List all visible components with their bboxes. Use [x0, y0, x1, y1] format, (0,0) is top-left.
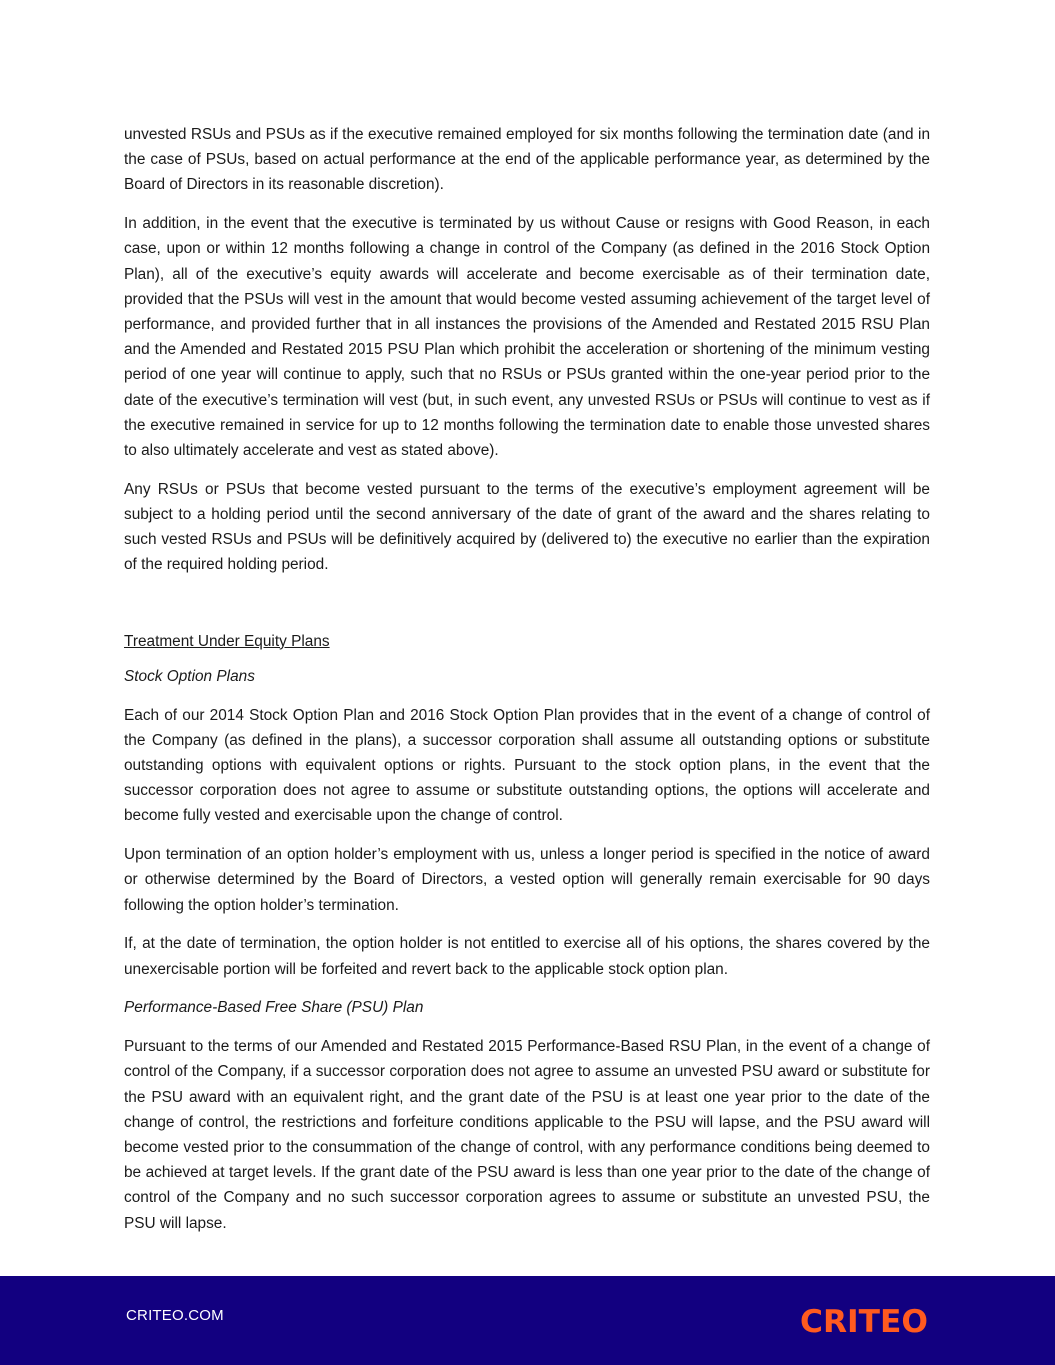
criteo-logo — [800, 1304, 930, 1336]
paragraph-change-in-control: In addition, in the event that the executive is terminated by us without Cause or resigns with Good Reason, in each case, upon or within 12 months following a change in control of the Company (as defined in the 2016 Stock Option Plan), all of the executive’s equity awards will accelerate and become exercisable as of their termination date, provided that the PSUs will vest in the amount that would become vested assuming achievement of the target level of performance, and provided further that in all instances the provisions of the Amended and Restated 2015 RSU Plan and the Amended and Restated 2015 PSU Plan which prohibit the acceleration or shortening of the minimum vesting period of one year will continue to apply, such that no RSUs or PSUs granted within the one-year period prior to the date of the executive’s termination will vest (but, in such event, any unvested RSUs or PSUs will continue to vest as if the executive remained in service for up to 12 months following the termination date to enable those unvested shares to also ultimately accelerate and vest as stated above). — [124, 215, 930, 460]
subheading-psu-plan: Performance-Based Free Share (PSU) Plan — [124, 999, 424, 1017]
paragraph-holding-period: Any RSUs or PSUs that become vested pursuant to the terms of the executive’s employment agreement will be subject to a holding period until the second anniversary of the date of grant of the award and the shares relating to such vested RSUs and PSUs will be definitively acquired by (delivered to) the executive no earlier than the expiration of the required holding period. — [124, 480, 930, 574]
paragraph-stock-option-forfeiture: If, at the date of termination, the option holder is not entitled to exercise all of his options, the shares covered by the unexercisable portion will be forfeited and revert back to the applicable stock option plan. — [124, 935, 930, 978]
paragraph-executive-rsu-psu: unvested RSUs and PSUs as if the executive remained employed for six months following the termination date (and in the case of PSUs, based on actual performance at the end of the applicable performance year, as determined by the Board of Directors in its reasonable discretion). — [124, 126, 930, 194]
page-footer — [0, 1276, 1055, 1365]
subheading-stock-option-plans: Stock Option Plans — [124, 667, 255, 685]
criteo-logo-text: CRITEO — [800, 1304, 928, 1336]
paragraph-stock-option-termination: Upon termination of an option holder’s employment with us, unless a longer period is specified in the notice of award or otherwise determined by the Board of Directors, a vested option will generally remain exercisable for 90 days following the option holder’s termination. — [124, 846, 930, 914]
footer-website-link[interactable]: CRITEO.COM — [126, 1307, 224, 1324]
document-body — [124, 122, 930, 1249]
paragraph-psu-plan: Pursuant to the terms of our Amended and Restated 2015 Performance-Based RSU Plan, in the event of a change of control of the Company, if a successor corporation does not agree to assume an unvested PSU award or substitute for the PSU award with an equivalent right, and the grant date of the PSU is at least one year prior to the date of the change of control, the restrictions and forfeiture conditions applicable to the PSU will lapse, and the PSU award will become vested prior to the consummation of the change of control, with any performance conditions being deemed to be achieved at target levels. If the grant date of the PSU award is less than one year prior to the date of the change of control of the Company and no such successor corporation agrees to assume or substitute an unvested PSU, the PSU will lapse. — [124, 1038, 930, 1232]
paragraph-stock-option-change-of-control: Each of our 2014 Stock Option Plan and 2016 Stock Option Plan provides that in the event of a change of control of the Company (as defined in the plans), a successor corporation shall assume all outstanding options or substitute outstanding options with equivalent options or rights. Pursuant to the stock option plans, in the event that the successor corporation does not agree to assume or substitute outstanding options, the options will accelerate and become fully vested and exercisable upon the change of control. — [124, 706, 930, 825]
section-heading-equity-plans: Treatment Under Equity Plans — [124, 632, 330, 650]
